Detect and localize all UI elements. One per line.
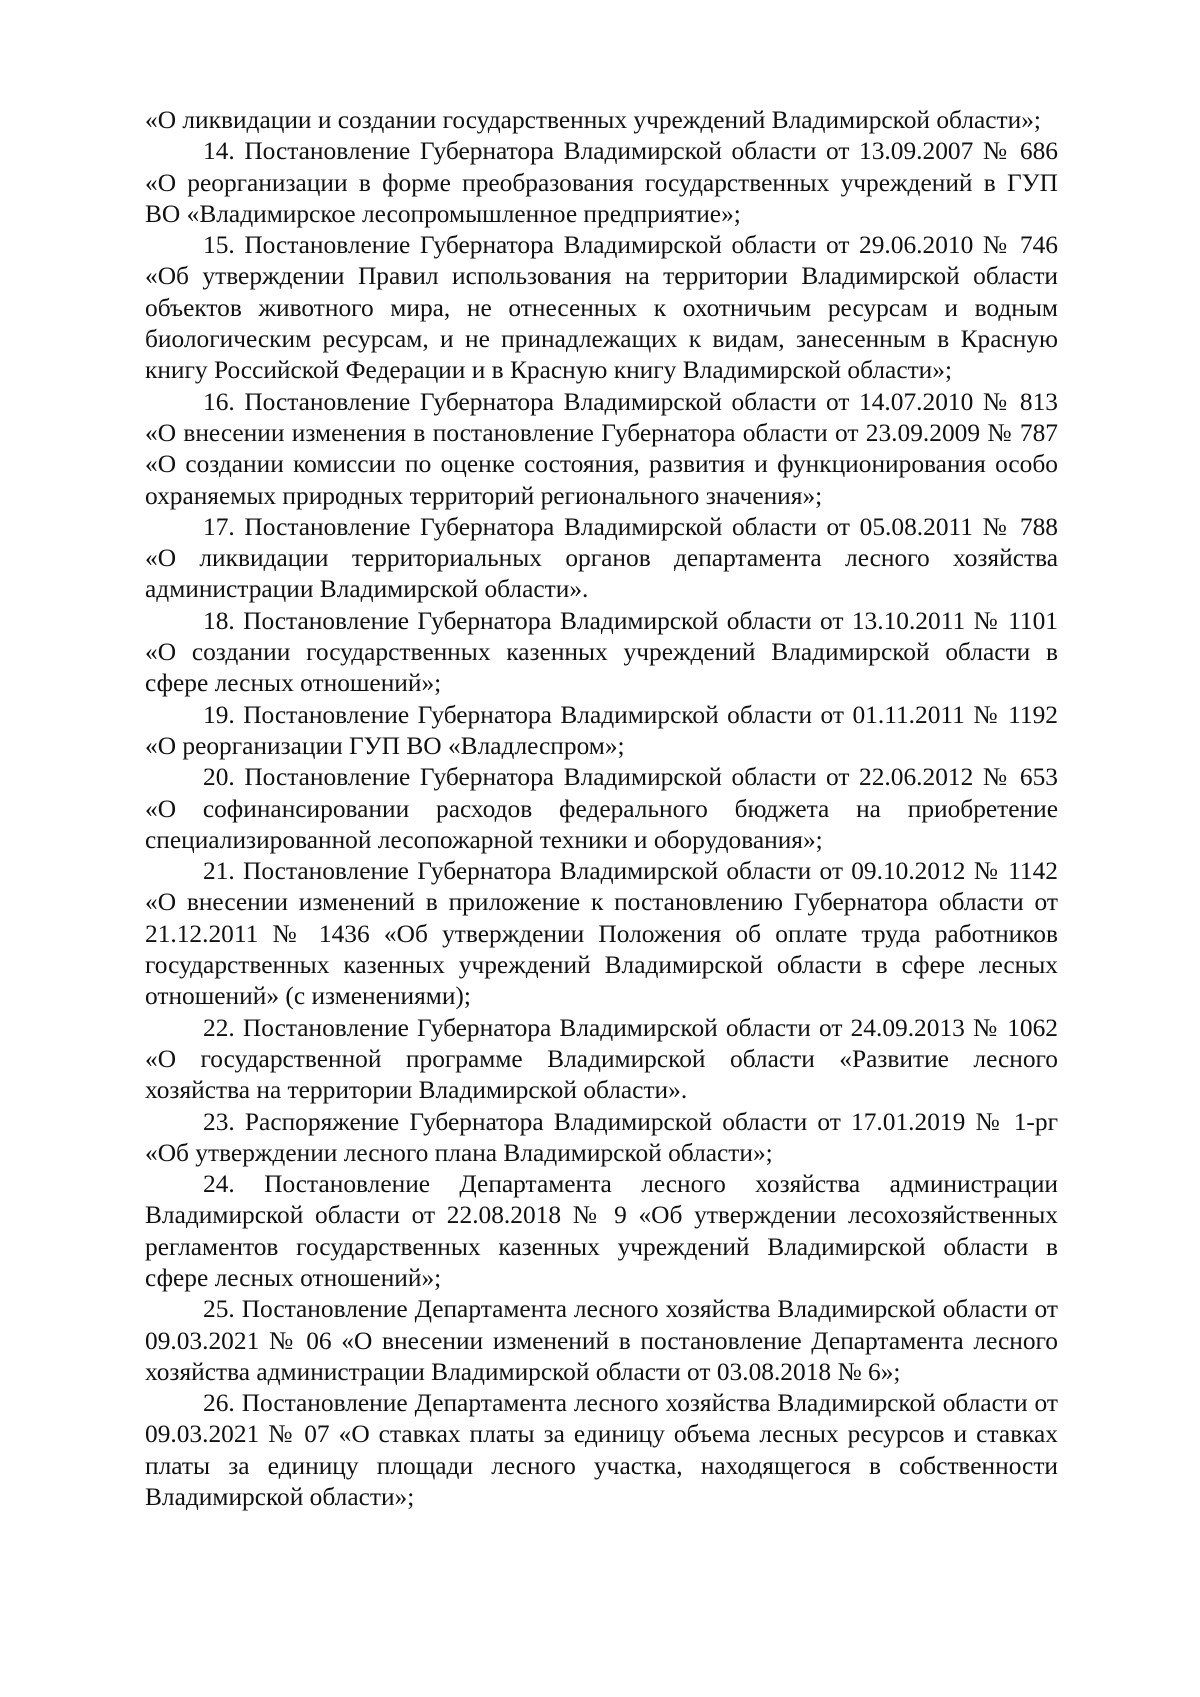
paragraph-item-26: 26. Постановление Департамента лесного хозяйства Владимирской области от 09.03.2021 № 07 «О ставках платы за единицу объема лесных ресурсов и ставках платы за единицу площади лесного участка, находящегося в собственности Владимирской области»; — [145, 1389, 1058, 1512]
paragraph-item-19: 19. Постановление Губернатора Владимирской области от 01.11.2011 № 1192 «О реорганизации ГУП ВО «Владлеспром»; — [145, 700, 1058, 760]
paragraph-item-20: 20. Постановление Губернатора Владимирской области от 22.06.2012 № 653 «О софинансировании расходов федерального бюджета на приобретение специализированной лесопожарной техники и оборудования»; — [145, 763, 1058, 854]
paragraph-continuation: «О ликвидации и создании государственных учреждений Владимирской области»; — [145, 106, 1041, 134]
paragraph-item-17: 17. Постановление Губернатора Владимирской области от 05.08.2011 № 788 «О ликвидации территориальных органов департамента лесного хозяйства администрации Владимирской области». — [145, 512, 1058, 604]
document-page — [145, 105, 1058, 1513]
paragraph-item-24: 24. Постановление Департамента лесного хозяйства администрации Владимирской области от 22.08.2018 № 9 «Об утверждении лесохозяйственных регламентов государственных казенных учреждений Владимирской области в сфере лесных отношений»; — [145, 1170, 1058, 1292]
paragraph-item-14: 14. Постановление Губернатора Владимирской области от 13.09.2007 № 686 «О реорганизации в форме преобразования государственных учреждений в ГУП ВО «Владимирское лесопромышленное предприятие»; — [145, 137, 1058, 228]
paragraph-item-16: 16. Постановление Губернатора Владимирской области от 14.07.2010 № 813 «О внесении изменения в постановление Губернатора области от 23.09.2009 № 787 «О создании комиссии по оценке состояния, развития и функционирования особо охраняемых природных территорий регионального значения»; — [145, 387, 1058, 510]
paragraph-item-23: 23. Распоряжение Губернатора Владимирской области от 17.01.2019 № 1-рг «Об утверждении лесного плана Владимирской области»; — [145, 1107, 1058, 1167]
paragraph-item-22: 22. Постановление Губернатора Владимирской области от 24.09.2013 № 1062 «О государственной программе Владимирской области «Развитие лесного хозяйства на территории Владимирской области». — [145, 1013, 1058, 1105]
paragraph-item-18: 18. Постановление Губернатора Владимирской области от 13.10.2011 № 1101 «О создании государственных казенных учреждений Владимирской области в сфере лесных отношений»; — [145, 606, 1058, 698]
paragraph-item-21: 21. Постановление Губернатора Владимирской области от 09.10.2012 № 1142 «О внесении изменений в приложение к постановлению Губернатора области от 21.12.2011 № 1436 «Об утверждении Положения об оплате труда работников государственных казенных учреждений Владимирской области в сфере лесных отношений» (с изменениями); — [145, 857, 1058, 1011]
paragraph-item-25: 25. Постановление Департамента лесного хозяйства Владимирской области от 09.03.2021 № 06 «О внесении изменений в постановление Департамента лесного хозяйства администрации Владимирской области от 03.08.2018 № 6»; — [145, 1295, 1058, 1386]
paragraph-item-15: 15. Постановление Губернатора Владимирской области от 29.06.2010 № 746 «Об утверждении Правил использования на территории Владимирской области объектов животного мира, не отнесенных к охотничьим ресурсам и водным биологическим ресурсам, и не принадлежащих к видам, занесенным в Красную книгу Российской Федерации и в Красную книгу Владимирской области»; — [145, 231, 1058, 385]
